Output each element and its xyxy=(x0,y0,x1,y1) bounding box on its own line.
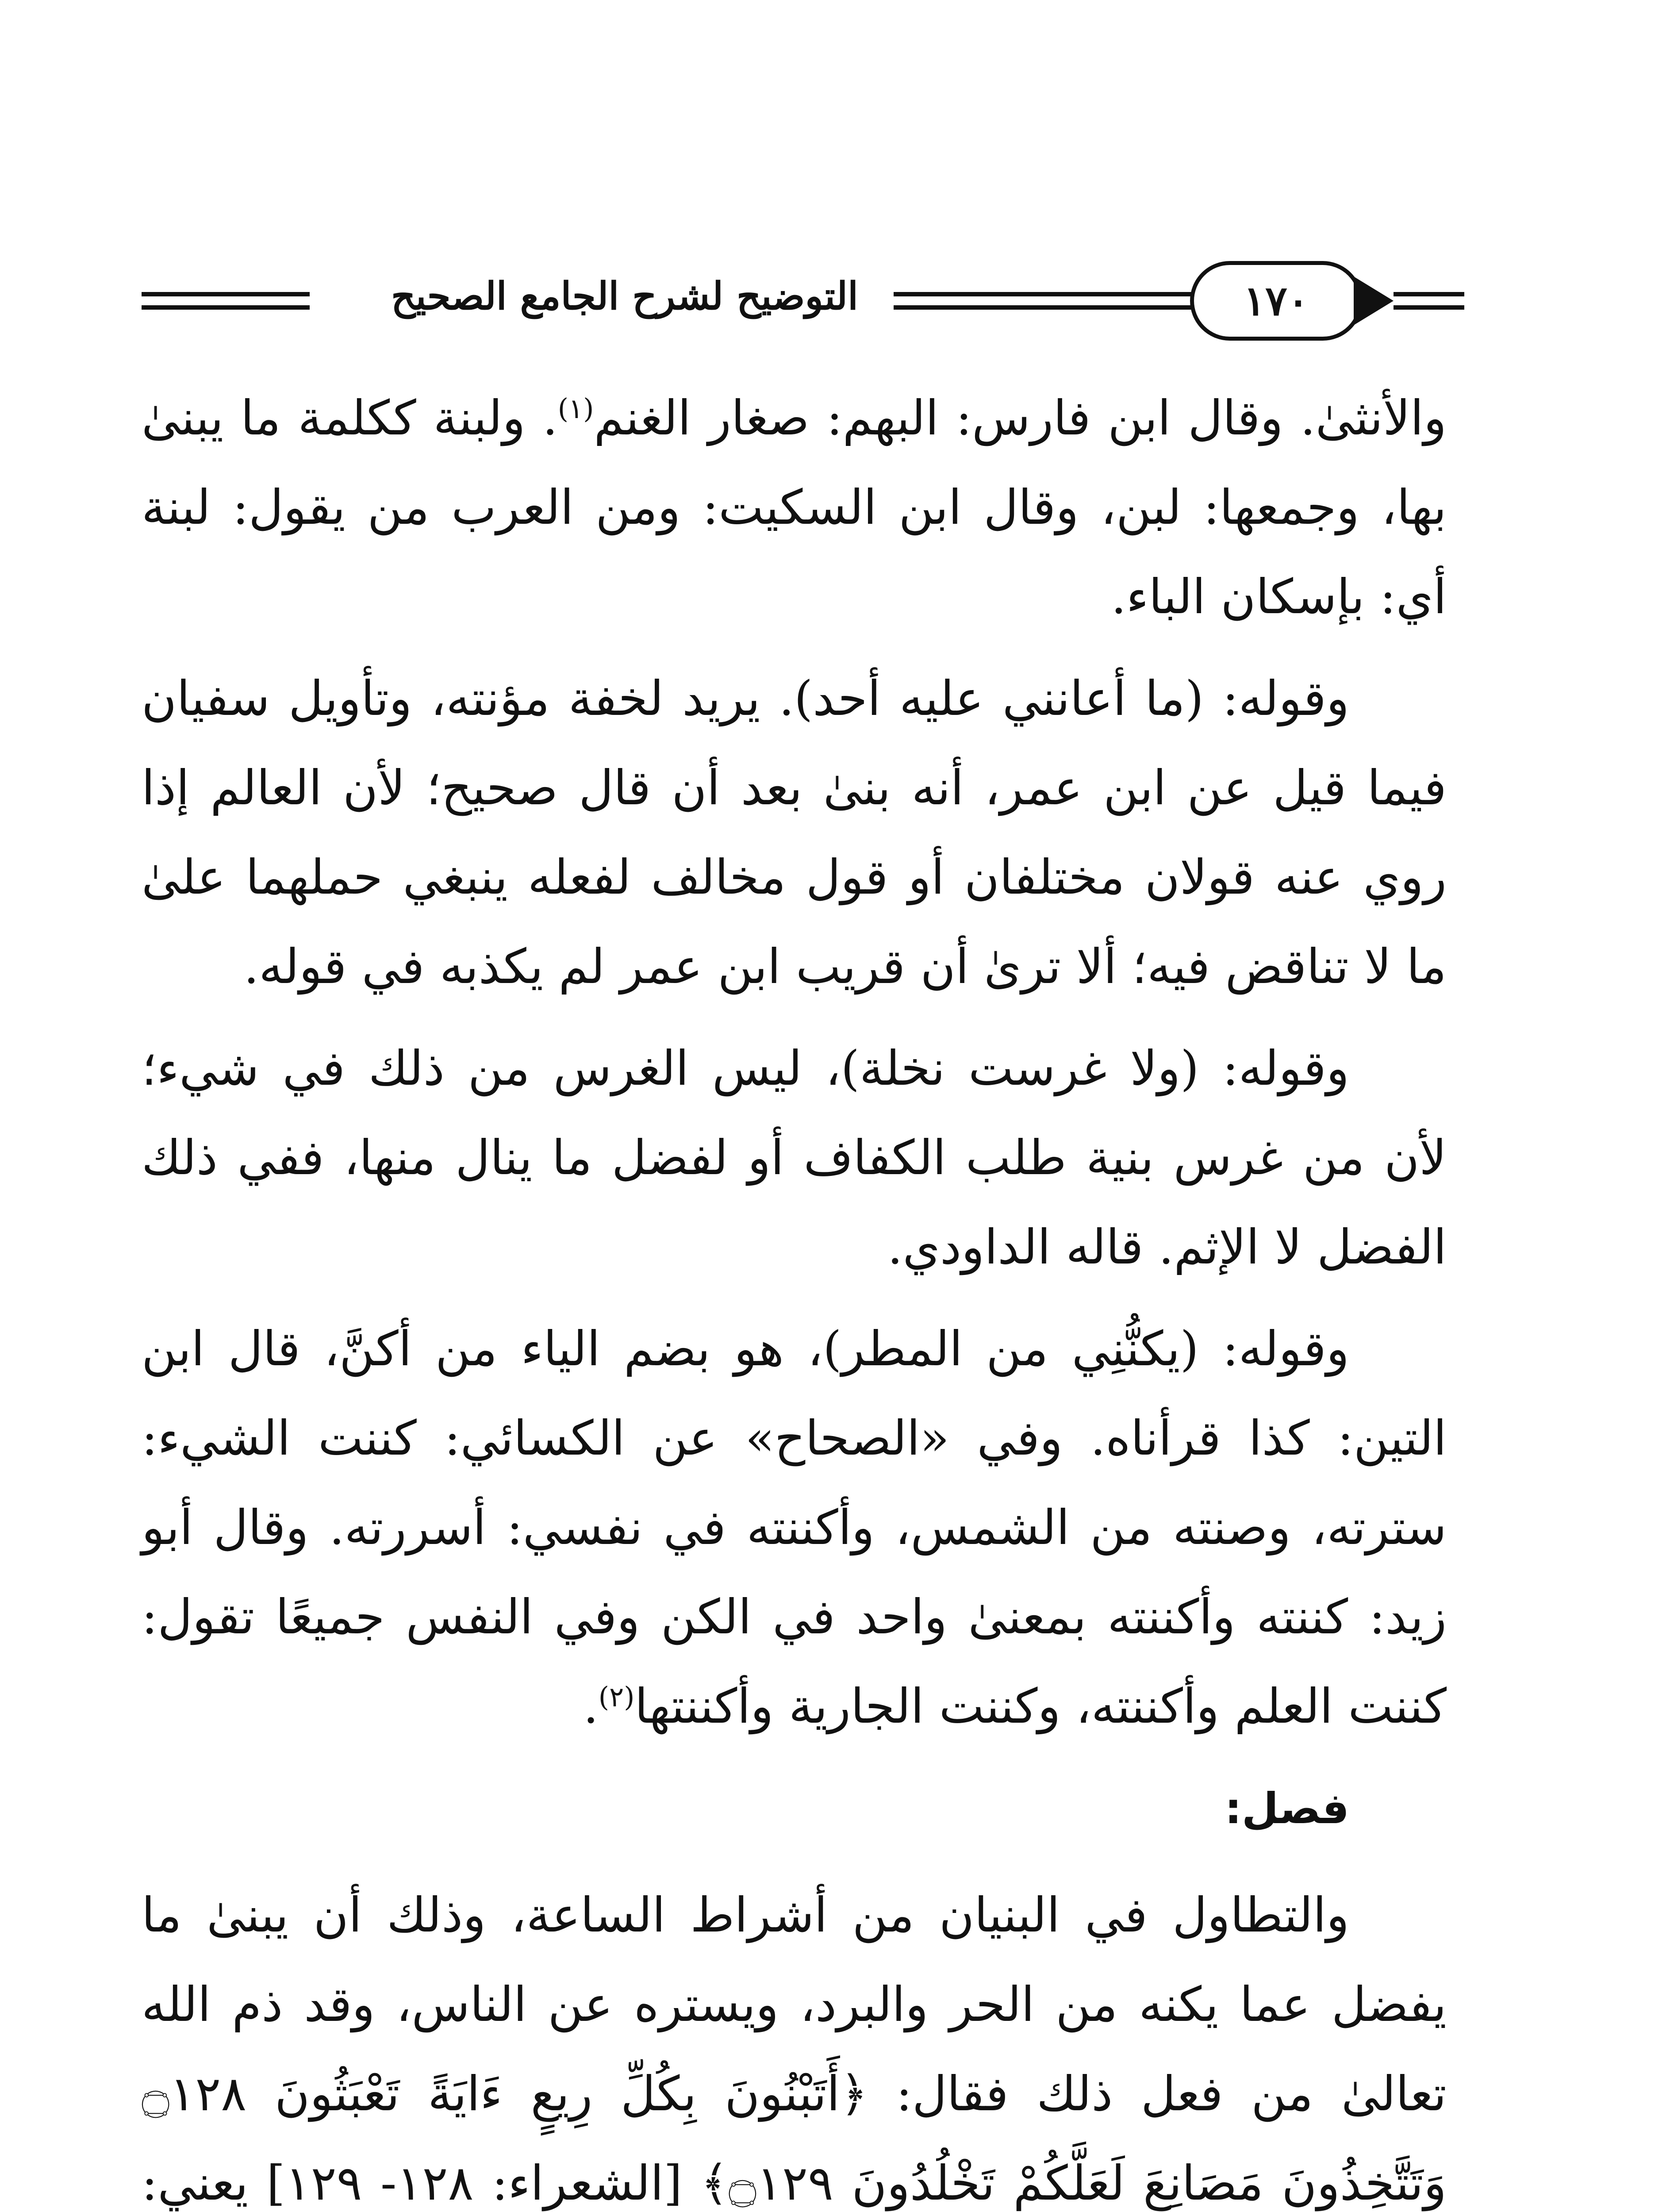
header-rule-middle-bottom xyxy=(894,305,1194,310)
paragraph-4 xyxy=(142,1305,1447,1751)
footnote-ref-2: (٢) xyxy=(598,1681,635,1713)
header-rule-right-top xyxy=(1394,292,1464,296)
book-title: التوضيح لشرح الجامع الصحيح xyxy=(385,270,871,323)
page-number-badge xyxy=(1190,261,1363,341)
header-rule-right-bottom xyxy=(1394,305,1464,310)
header-rule-left-bottom xyxy=(142,305,310,310)
paragraph-4-text: وقوله: (يكنُّنِي من المطر)، هو بضم الياء من أكنَّ، قال ابن التين: كذا قرأناه. وفي «الصحاح» عن الكسائي: كننت الشيء: سترته، وصنته من الشمس، وأكننته في نفسي: أسررته. وقال أبو زيد: كننته وأكننته بمعنىٰ واحد في الكن وفي النفس جميعًا تقول: كننت العلم وأكننته، وكننت الجارية وأكننتها xyxy=(142,1321,1447,1734)
paragraph-2: وقوله: (ما أعانني عليه أحد). يريد لخفة مؤنته، وتأويل سفيان فيما قيل عن ابن عمر، أنه بنىٰ بعد أن قال صحيح؛ لأن العالم إذا روي عنه قولان مختلفان أو قول مخالف لفعله ينبغي حملهما علىٰ ما لا تناقض فيه؛ ألا ترىٰ أن قريب ابن عمر لم يكذبه في قوله. xyxy=(142,671,1447,995)
running-header xyxy=(142,261,1469,354)
page-number-badge-tail xyxy=(1354,276,1394,325)
footnote-ref-1: (١) xyxy=(557,392,594,425)
paragraph-4-continuation: . xyxy=(583,1679,599,1734)
paragraph-5: والتطاول في البنيان من أشراط الساعة، وذلك أن يبنىٰ ما يفضل عما يكنه من الحر والبرد، ويستره عن الناس، وقد ذم الله تعالىٰ من فعل ذلك فقال: ﴿أَتَبْنُونَ بِكُلِّ رِيعٍ ءَايَةً تَعْبَثُونَ ۝١٢٨ وَتَتَّخِذُونَ مَصَانِعَ لَعَلَّكُمْ تَخْلُدُونَ ۝١٢٩﴾ [الشعراء: ١٢٨- ١٢٩] يعني: xyxy=(142,1888,1447,2211)
section-heading: فصل: xyxy=(1225,1784,1349,1833)
paragraph-1-text: والأنثىٰ. وقال ابن فارس: البهم: صغار الغنم xyxy=(594,391,1447,446)
paragraph-1-continuation: . ولبنة ككلمة ما يبنىٰ بها، وجمعها: لبن، وقال ابن السكيت: ومن العرب من يقول: لبنة أي: بإسكان الباء. xyxy=(142,391,1447,625)
main-text xyxy=(142,374,1447,2212)
paragraph-3: وقوله: (ولا غرست نخلة)، ليس الغرس من ذلك في شيء؛ لأن من غرس بنية طلب الكفاف أو لفضل ما ينال منها، ففي ذلك الفضل لا الإثم. قاله الداودي. xyxy=(142,1041,1447,1275)
header-rule-middle-top xyxy=(894,292,1194,296)
paragraph-1 xyxy=(142,374,1447,642)
header-rule-left-top xyxy=(142,292,310,296)
page-number: ١٧٠ xyxy=(1243,277,1309,325)
